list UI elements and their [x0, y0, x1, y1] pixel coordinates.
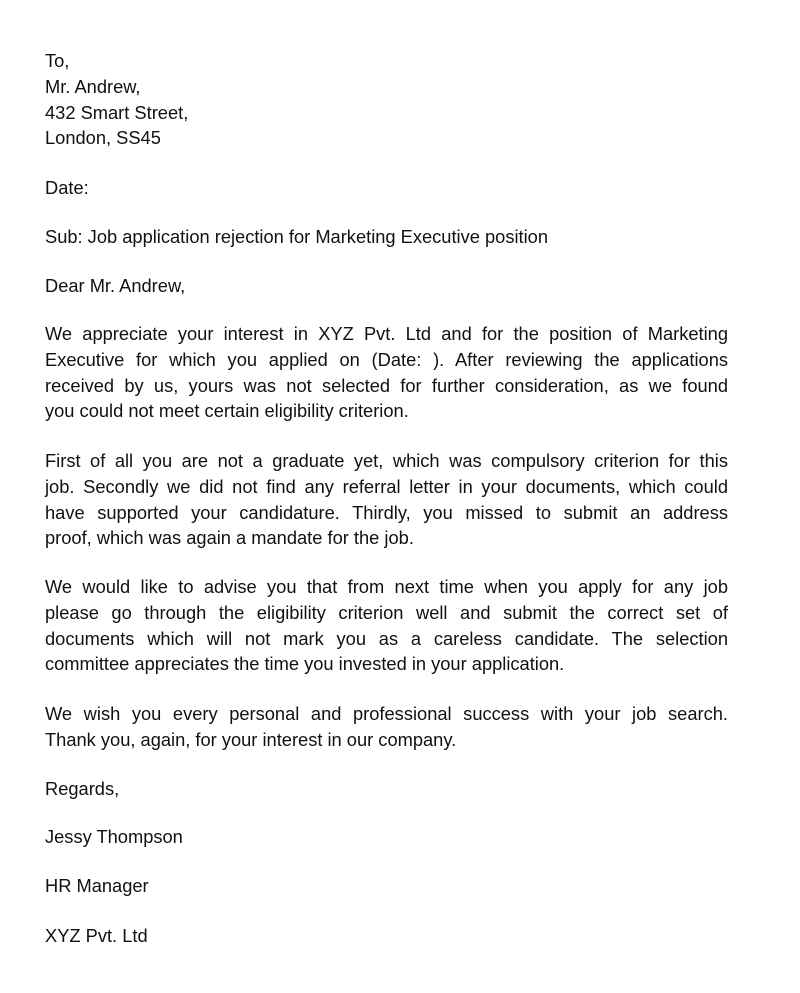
paragraph-2	[45, 448, 728, 551]
text-line: have supported your candidature. Thirdly, you missed to submit an address	[45, 501, 728, 523]
text-line: First of all you are not a graduate yet, which was compulsory criterion for this	[45, 450, 728, 471]
address-line: To,	[45, 50, 70, 71]
paragraph-3	[45, 574, 728, 677]
closing: Regards,	[45, 778, 120, 799]
text-line: received by us, yours was not selected for further consideration, as we found	[45, 374, 728, 396]
text-line: documents which will not mark you as a careless candidate. The selection	[45, 627, 728, 649]
text-line: We would like to advise you that from next time when you apply for any job	[45, 576, 728, 597]
paragraph-1	[45, 321, 728, 424]
text-line: Executive for which you applied on (Date: ). After reviewing the applications	[45, 348, 728, 370]
salutation: Dear Mr. Andrew,	[45, 275, 186, 296]
date-label: Date:	[45, 177, 89, 198]
signature-name: Jessy Thompson	[45, 826, 183, 847]
text-line: We wish you every personal and professional success with your job search.	[45, 703, 728, 724]
signature-title: HR Manager	[45, 875, 149, 896]
text-line: committee appreciates the time you invested in your application.	[45, 653, 565, 675]
text-line: We appreciate your interest in XYZ Pvt. Ltd and for the position of Marketing	[45, 323, 728, 344]
text-line: you could not meet certain eligibility criterion.	[45, 400, 409, 422]
subject-line: Sub: Job application rejection for Marketing Executive position	[45, 226, 549, 247]
text-line: please go through the eligibility criterion well and submit the correct set of	[45, 601, 728, 623]
text-line: proof, which was again a mandate for the job.	[45, 527, 414, 549]
text-line: Thank you, again, for your interest in our company.	[45, 728, 457, 750]
recipient-address	[45, 48, 728, 151]
paragraph-4	[45, 701, 728, 753]
signature-company: XYZ Pvt. Ltd	[45, 925, 148, 946]
text-line: job. Secondly we did not find any referral letter in your documents, which could	[45, 475, 728, 497]
address-line: 432 Smart Street,	[45, 101, 189, 123]
address-line: London, SS45	[45, 127, 161, 149]
address-line: Mr. Andrew,	[45, 75, 141, 97]
